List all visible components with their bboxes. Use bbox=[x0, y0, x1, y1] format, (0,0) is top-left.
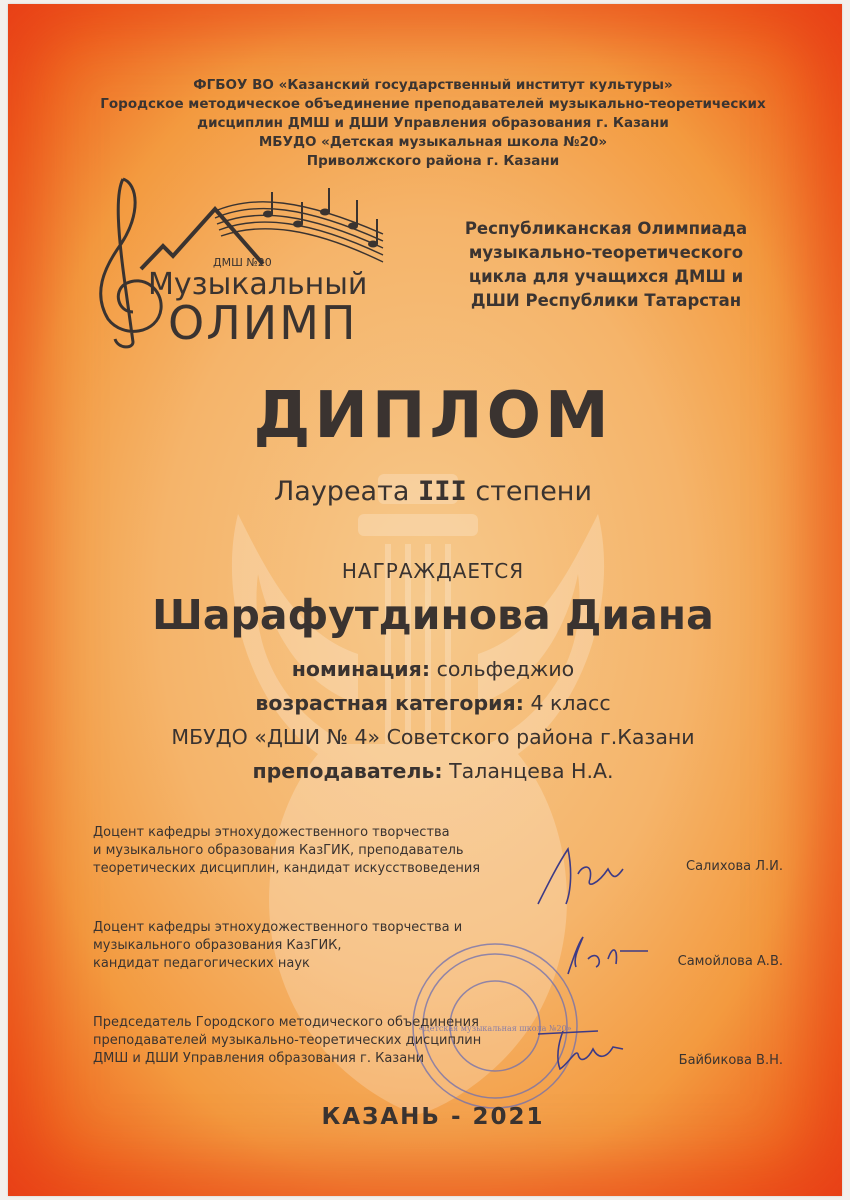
signatory-line: преподавателей музыкально-теоретических дисциплин bbox=[93, 1033, 482, 1048]
signatory-name: Салихова Л.И. bbox=[686, 859, 783, 874]
teacher-value: Таланцева Н.А. bbox=[449, 759, 614, 783]
age-row bbox=[8, 686, 842, 720]
seal-text: «Детская музыкальная школа №20» bbox=[418, 1024, 572, 1033]
olympiad-line: цикла для учащихся ДМШ и bbox=[468, 267, 744, 286]
header-line: дисциплин ДМШ и ДШИ Управления образования г. Казани bbox=[197, 115, 669, 131]
header-line: Городское методическое объединение преподавателей музыкально-теоретических bbox=[100, 96, 766, 112]
signatory-line: кандидат педагогических наук bbox=[93, 956, 310, 971]
city-year: КАЗАНЬ - 2021 bbox=[321, 1104, 545, 1130]
olymp-logo bbox=[63, 174, 403, 349]
logo-word1: Музыкальный bbox=[148, 267, 368, 302]
laureate-line bbox=[8, 476, 842, 507]
olympiad-title bbox=[436, 217, 776, 313]
laureate-degree: III bbox=[417, 476, 467, 507]
logo-word2: ОЛИМП bbox=[168, 296, 358, 349]
signatory-line: Доцент кафедры этнохудожественного творчества bbox=[93, 825, 450, 840]
signatory-row bbox=[93, 919, 793, 973]
school-row: МБУДО «ДШИ № 4» Советского района г.Казани bbox=[171, 725, 695, 749]
diploma-title: ДИПЛОМ bbox=[253, 379, 613, 453]
olympiad-line: музыкально-теоретического bbox=[468, 243, 744, 262]
teacher-label: преподаватель: bbox=[252, 759, 443, 783]
olympiad-line: Республиканская Олимпиада bbox=[464, 219, 748, 238]
header-line: Приволжского района г. Казани bbox=[306, 153, 560, 169]
signatory-line: музыкального образования КазГИК, bbox=[93, 938, 342, 953]
logo-school: ДМШ №20 bbox=[213, 256, 272, 269]
nomination-row bbox=[8, 652, 842, 686]
recipient-name: Шарафутдинова Диана bbox=[152, 591, 714, 639]
signatory-name: Байбикова В.Н. bbox=[678, 1053, 783, 1068]
laureate-suffix: степени bbox=[475, 476, 593, 507]
signatory-line: и музыкального образования КазГИК, преподаватель bbox=[93, 843, 464, 858]
signatory-row bbox=[93, 1014, 793, 1068]
nomination-label: номинация: bbox=[291, 657, 431, 681]
signatory-line: Доцент кафедры этнохудожественного творчества и bbox=[93, 920, 463, 935]
diploma-sheet bbox=[8, 4, 842, 1196]
nomination-value: сольфеджио bbox=[436, 657, 575, 681]
awarded-label: НАГРАЖДАЕТСЯ bbox=[341, 559, 525, 583]
signatory-row bbox=[93, 824, 793, 878]
header-line: МБУДО «Детская музыкальная школа №20» bbox=[258, 134, 608, 150]
age-value: 4 класс bbox=[530, 691, 611, 715]
age-label: возрастная категория: bbox=[255, 691, 524, 715]
signatory-line: теоретических дисциплин, кандидат искусствоведения bbox=[93, 861, 481, 876]
laureate-prefix: Лауреата bbox=[273, 476, 410, 507]
teacher-row bbox=[8, 754, 842, 788]
signatory-line: Председатель Городского методического объединения bbox=[93, 1015, 479, 1030]
treble-clef-icon bbox=[101, 179, 161, 347]
signatory-name: Самойлова А.В. bbox=[677, 954, 783, 969]
award-details bbox=[8, 652, 842, 788]
signatory-line: ДМШ и ДШИ Управления образования г. Казани bbox=[93, 1051, 425, 1066]
header-line: ФГБОУ ВО «Казанский государственный институт культуры» bbox=[193, 77, 673, 93]
organizer-header bbox=[8, 76, 842, 171]
olympiad-line: ДШИ Республики Татарстан bbox=[470, 291, 742, 310]
